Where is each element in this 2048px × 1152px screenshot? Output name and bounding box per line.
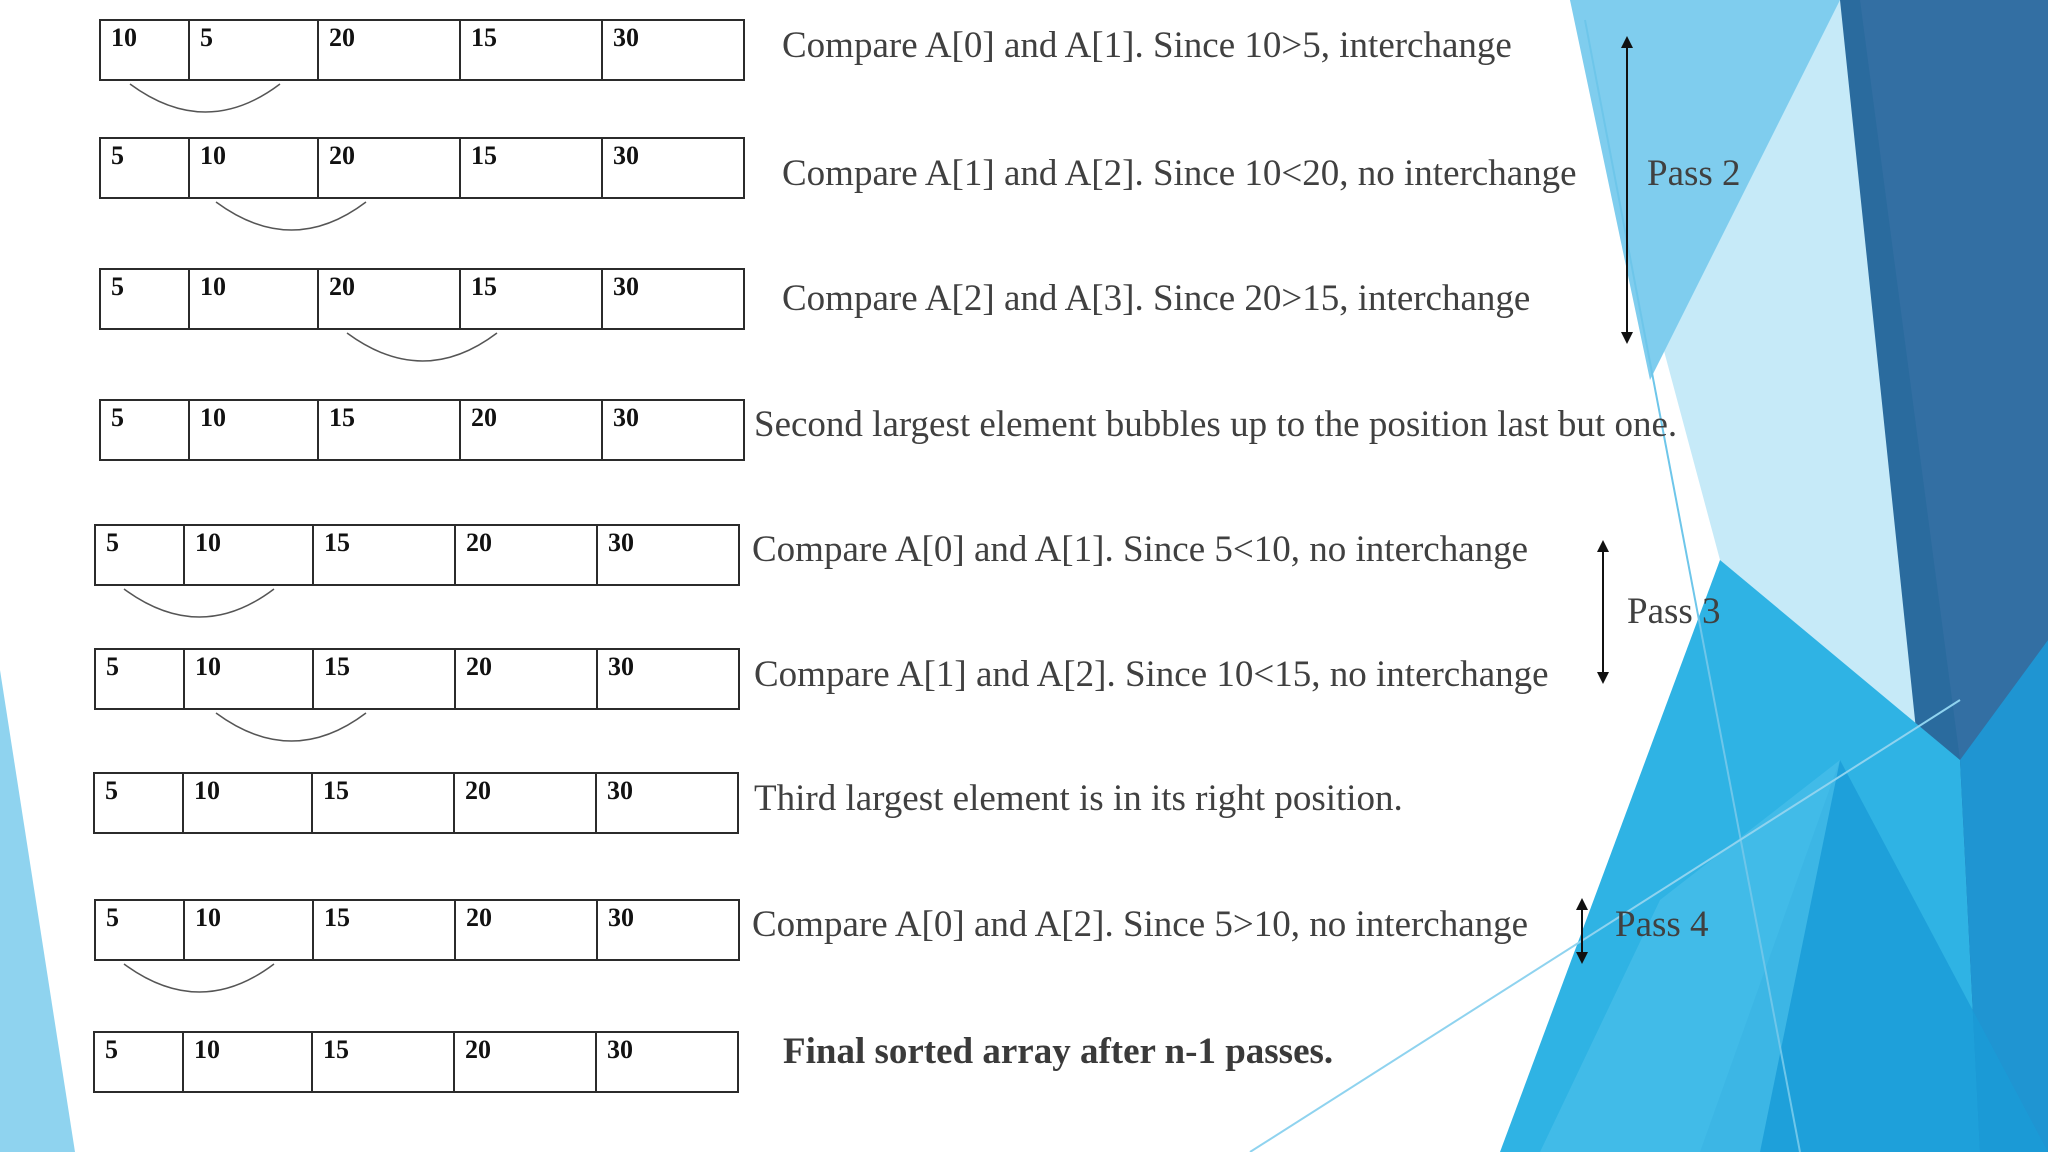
pass-3-label: Pass 3 — [1627, 591, 1721, 632]
array-1 — [99, 137, 745, 199]
array-cell: 5 — [190, 21, 319, 79]
step-description: Compare A[1] and A[2]. Since 10<15, no interchange — [754, 654, 1549, 695]
pass-2-arrow-icon — [1620, 36, 1634, 344]
step-description: Compare A[1] and A[2]. Since 10<20, no interchange — [782, 153, 1577, 194]
array-cell: 10 — [185, 526, 314, 584]
array-8 — [93, 1031, 739, 1093]
array-cell: 5 — [96, 650, 185, 708]
array-cell: 30 — [613, 141, 639, 170]
array-cell: 10 — [184, 1033, 313, 1091]
comparison-arc — [214, 709, 370, 749]
array-cell: 5 — [95, 774, 184, 832]
array-cell: 5 — [101, 401, 190, 459]
array-cell: 5 — [96, 526, 185, 584]
array-cell: 20 — [319, 139, 461, 197]
pass-2-label: Pass 2 — [1647, 153, 1741, 194]
array-cell: 20 — [319, 270, 461, 328]
array-6 — [93, 772, 739, 834]
array-5 — [94, 648, 740, 710]
array-cell: 10 — [190, 139, 319, 197]
array-3 — [99, 399, 745, 461]
array-cell: 15 — [313, 1033, 455, 1091]
array-cell: 5 — [95, 1033, 184, 1091]
array-cell: 15 — [461, 270, 603, 328]
array-cell: 30 — [607, 1035, 633, 1064]
pass-4-arrow-icon — [1575, 898, 1589, 964]
array-cell: 30 — [608, 903, 634, 932]
array-cell: 5 — [101, 139, 190, 197]
comparison-arc — [214, 198, 370, 238]
array-cell: 15 — [314, 526, 456, 584]
pass-3-arrow-icon — [1596, 540, 1610, 684]
array-2 — [99, 268, 745, 330]
array-cell: 20 — [456, 526, 598, 584]
comparison-arc — [122, 960, 278, 1000]
step-description: Compare A[0] and A[2]. Since 5>10, no interchange — [752, 904, 1529, 945]
array-cell: 5 — [96, 901, 185, 959]
array-7 — [94, 899, 740, 961]
array-0 — [99, 19, 745, 81]
array-cell: 15 — [314, 650, 456, 708]
step-description: Compare A[2] and A[3]. Since 20>15, interchange — [782, 278, 1531, 319]
comparison-arc — [128, 80, 284, 120]
array-4 — [94, 524, 740, 586]
array-cell: 10 — [185, 650, 314, 708]
array-cell: 30 — [607, 776, 633, 805]
step-description: Third largest element is in its right position. — [754, 778, 1403, 819]
array-cell: 15 — [461, 139, 603, 197]
array-cell: 15 — [461, 21, 603, 79]
final-description: Final sorted array after n-1 passes. — [783, 1031, 1334, 1072]
pass-4-label: Pass 4 — [1615, 904, 1709, 945]
array-cell: 30 — [613, 23, 639, 52]
array-cell: 30 — [608, 652, 634, 681]
step-description: Compare A[0] and A[1]. Since 5<10, no interchange — [752, 529, 1529, 570]
comparison-arc — [122, 585, 278, 625]
array-cell: 15 — [319, 401, 461, 459]
array-cell: 10 — [184, 774, 313, 832]
array-cell: 15 — [313, 774, 455, 832]
array-cell: 10 — [190, 270, 319, 328]
array-cell: 30 — [608, 528, 634, 557]
array-cell: 10 — [185, 901, 314, 959]
step-description: Second largest element bubbles up to the position last but one. — [754, 404, 1678, 445]
array-cell: 20 — [319, 21, 461, 79]
array-cell: 20 — [456, 901, 598, 959]
comparison-arc — [345, 329, 501, 369]
array-cell: 30 — [613, 403, 639, 432]
array-cell: 20 — [455, 1033, 597, 1091]
array-cell: 30 — [613, 272, 639, 301]
step-description: Compare A[0] and A[1]. Since 10>5, interchange — [782, 25, 1512, 66]
array-cell: 10 — [101, 21, 190, 79]
array-cell: 20 — [461, 401, 603, 459]
array-cell: 20 — [456, 650, 598, 708]
array-cell: 5 — [101, 270, 190, 328]
array-cell: 10 — [190, 401, 319, 459]
array-cell: 20 — [455, 774, 597, 832]
array-cell: 15 — [314, 901, 456, 959]
